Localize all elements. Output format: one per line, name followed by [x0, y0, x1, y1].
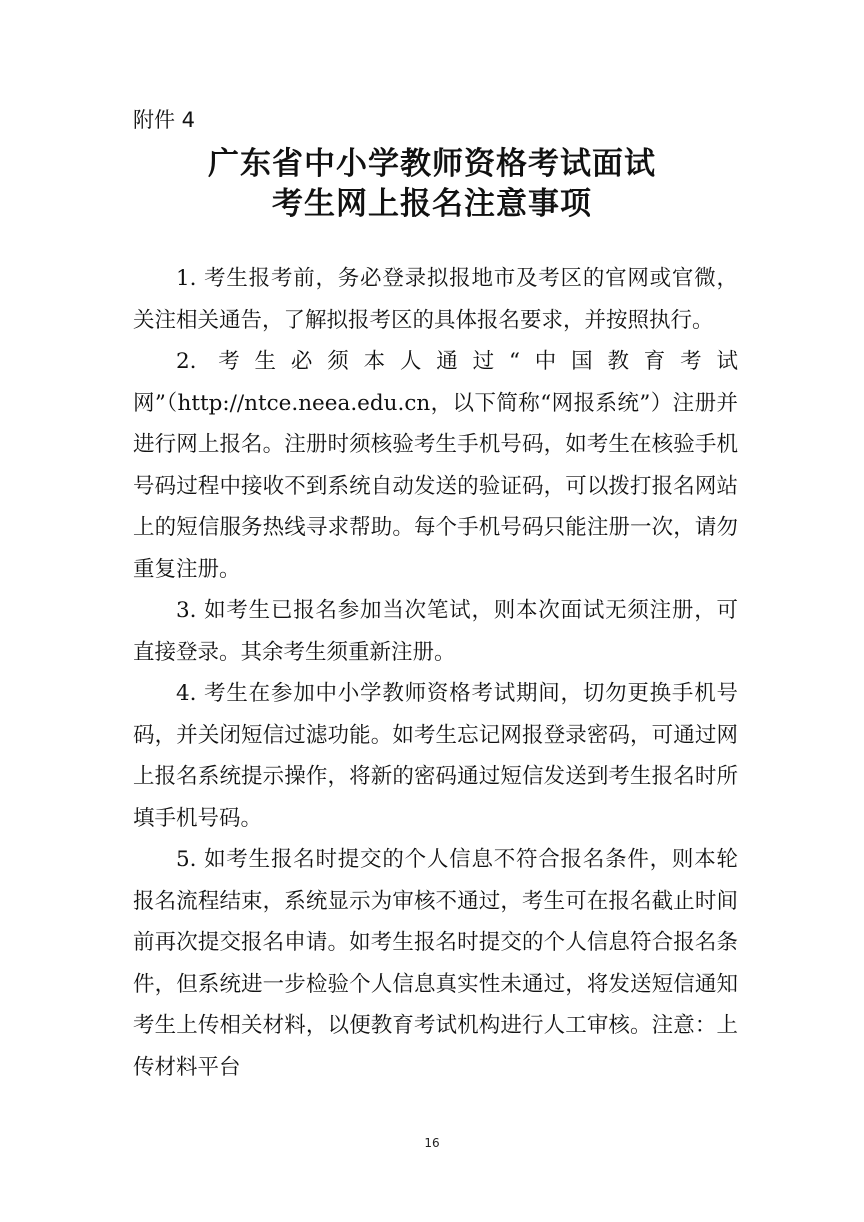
- page-title-line-2: 考生网上报名注意事项: [272, 186, 592, 222]
- page-title-line-1: 广东省中小学教师资格考试面试: [208, 146, 656, 182]
- paragraph-2: 2. 考生必须本人通过“中国教育考试网”（http://ntce.neea.edu.cn，以下简称“网报系统”）注册并进行网上报名。注册时须核验考生手机号码，如考生在核验手机号码过程中接收不到系统自动发送的验证码，可以拨打报名网站上的短信服务热线寻求帮助。每个手机号码只能注册一次，请勿重复注册。: [133, 349, 738, 582]
- paragraph-5: 5. 如考生报名时提交的个人信息不符合报名条件，则本轮报名流程结束，系统显示为审核不通过，考生可在报名截止时间前再次提交报名申请。如考生报名时提交的个人信息符合报名条件，但系统进一步检验个人信息真实性未通过，将发送短信通知考生上传相关材料，以便教育考试机构进行人工审核。注意：上传材料平台: [133, 847, 738, 1080]
- paragraph-1: 1. 考生报考前，务必登录拟报地市及考区的官网或官微，关注相关通告，了解拟报考区的具体报名要求，并按照执行。: [133, 266, 738, 333]
- paragraph-4: 4. 考生在参加中小学教师资格考试期间，切勿更换手机号码，并关闭短信过滤功能。如考生忘记网报登录密码，可通过网上报名系统提示操作，将新的密码通过短信发送到考生报名时所填手机号码。: [133, 681, 738, 831]
- attachment-label: 附件 4: [133, 108, 196, 132]
- paragraph-3: 3. 如考生已报名参加当次笔试，则本次面试无须注册，可直接登录。其余考生须重新注册。: [133, 598, 738, 665]
- page-number: 16: [424, 1136, 440, 1150]
- document-body: [133, 258, 738, 1088]
